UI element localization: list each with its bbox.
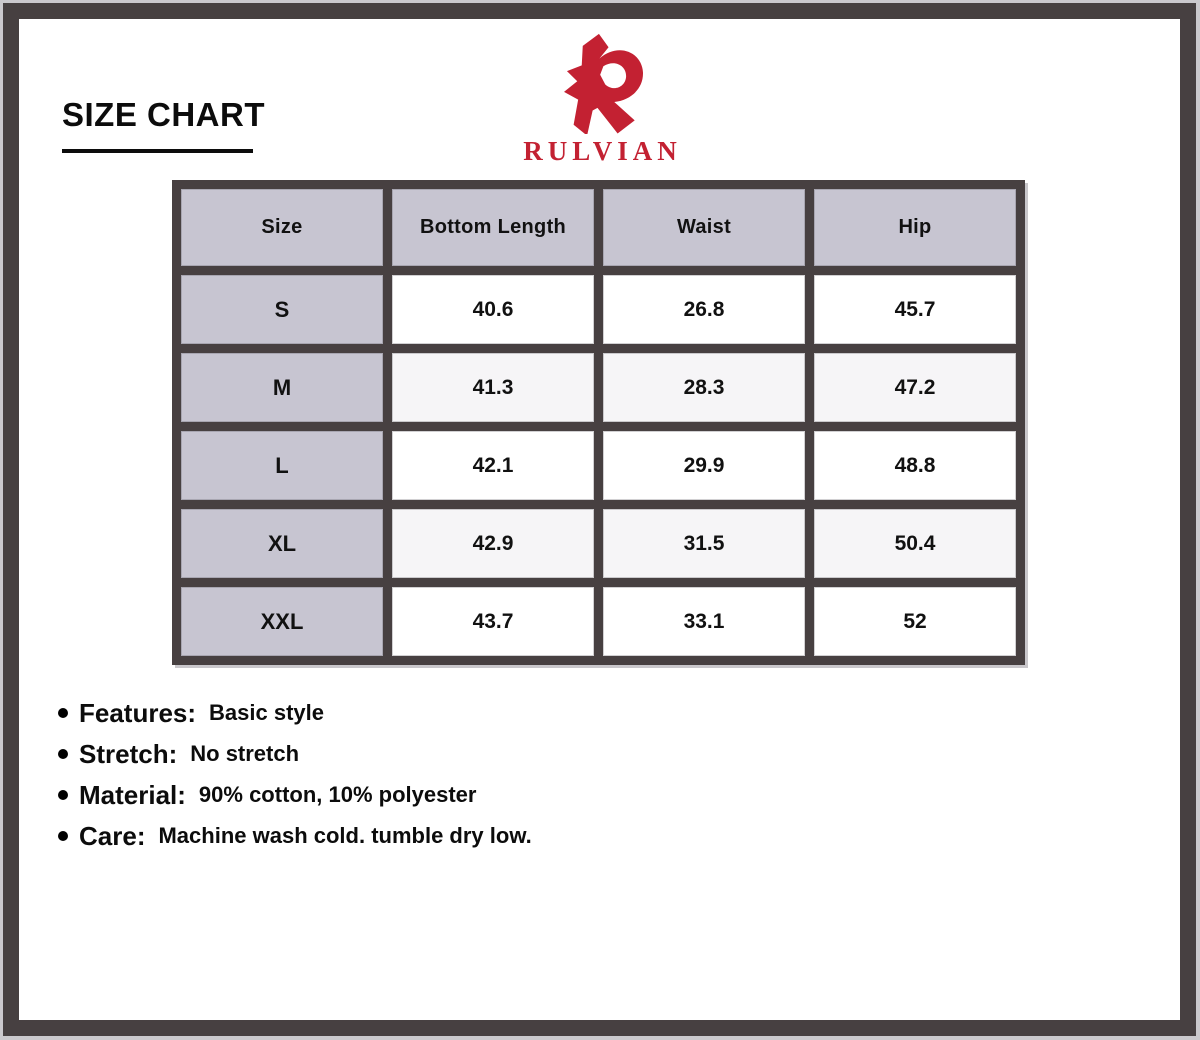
waist-cell: 26.8 [603,275,805,344]
rulvian-angular-r-logo-icon [548,32,652,134]
table-row-l [181,431,1016,500]
hip-cell: 45.7 [814,275,1016,344]
bottom-length-cell: 42.1 [392,431,594,500]
detail-value: Machine wash cold. tumble dry low. [158,823,532,848]
table-row-xl [181,509,1016,578]
hip-cell: 50.4 [814,509,1016,578]
detail-label: Features: [79,697,197,728]
detail-label: Stretch: [79,738,178,769]
detail-value: No stretch [190,741,300,766]
bullet-icon [58,790,68,800]
bullet-icon [58,831,68,841]
bottom-length-cell: 43.7 [392,587,594,656]
bottom-length-cell: 41.3 [392,353,594,422]
bottom-length-cell: 42.9 [392,509,594,578]
hip-cell: 48.8 [814,431,1016,500]
waist-cell: 29.9 [603,431,805,500]
bullet-icon [58,749,68,759]
table-row-s [181,275,1016,344]
hip-cell: 47.2 [814,353,1016,422]
header-cell-hip: Hip [814,189,1016,266]
detail-value: Basic style [209,700,325,725]
detail-value: 90% cotton, 10% polyester [198,782,477,807]
size-label-cell: L [181,431,383,500]
header-cell-waist: Waist [603,189,805,266]
waist-cell: 33.1 [603,587,805,656]
brand-block [0,32,1200,167]
hip-cell: 52 [814,587,1016,656]
detail-item-care [58,821,532,851]
waist-cell: 31.5 [603,509,805,578]
product-details-list [58,698,532,862]
header-cell-size: Size [181,189,383,266]
table-header-row [181,189,1016,266]
size-label-cell: XL [181,509,383,578]
brand-wordmark: RULVIAN [523,136,682,166]
detail-label: Material: [79,779,186,810]
size-label-cell: S [181,275,383,344]
bullet-icon [58,708,68,718]
size-label-cell: XXL [181,587,383,656]
detail-label: Care: [79,820,146,851]
header-cell-bottom-length: Bottom Length [392,189,594,266]
detail-item-features [58,698,532,728]
detail-item-stretch [58,739,532,769]
detail-item-material [58,780,532,810]
bottom-length-cell: 40.6 [392,275,594,344]
page-title: SIZE CHART [62,96,265,133]
size-label-cell: M [181,353,383,422]
table-row-xxl [181,587,1016,656]
size-chart-table [172,180,1025,665]
table-row-m [181,353,1016,422]
waist-cell: 28.3 [603,353,805,422]
